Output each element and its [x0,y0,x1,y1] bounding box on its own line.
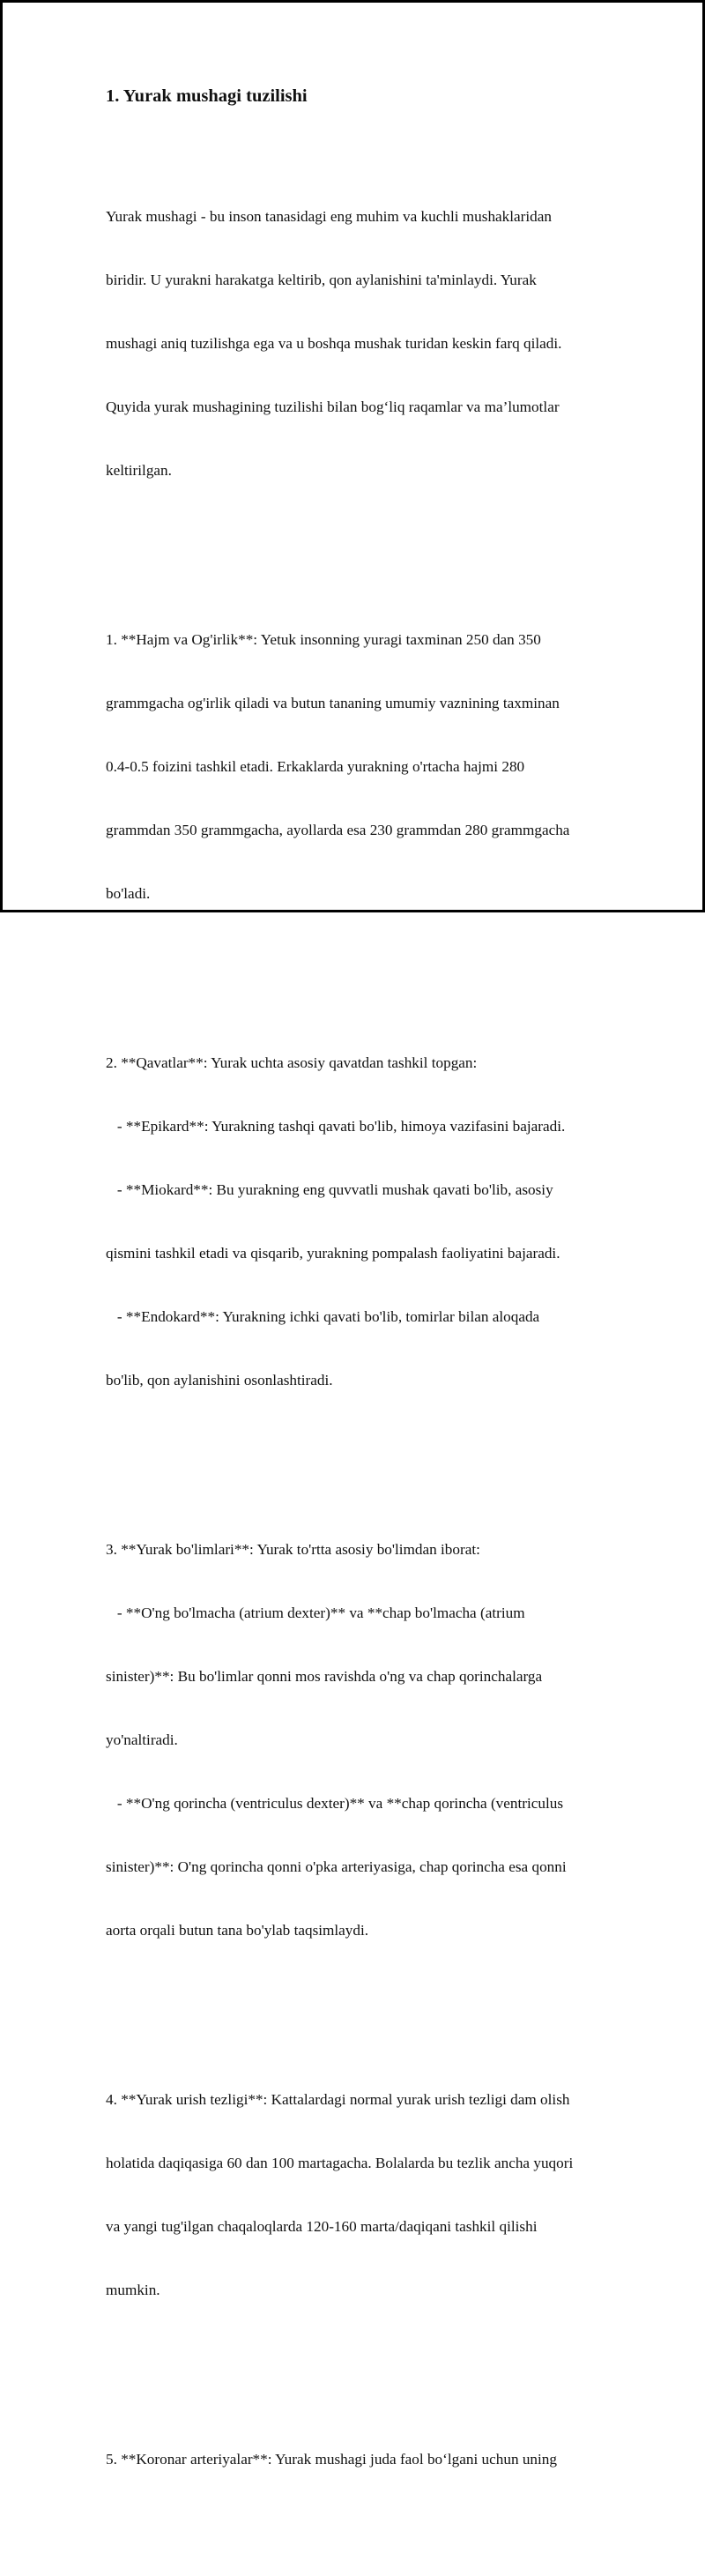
text-line: - **O'ng qorincha (ventriculus dexter)** va **chap qorincha (ventriculus [106,1795,564,1812]
paragraph-koronar [106,2407,649,2513]
text-line: va yangi tug'ilgan chaqaloqlarda 120-160 marta/daqiqani tashkil qilishi [106,2218,538,2235]
text-line: Quyida yurak mushagining tuzilishi bilan bog‘liq raqamlar va ma’lumotlar [106,398,560,415]
paragraph-hajm [106,587,649,947]
text-line: bo'lib, qon aylanishini osonlashtiradi. [106,1372,333,1389]
text-line: - **O'ng bo'lmacha (atrium dexter)** va **chap bo'lmacha (atrium [106,1604,525,1621]
document-title: 1. Yurak mushagi tuzilishi [106,86,308,106]
paragraph-urish-tezligi [106,2047,649,2343]
paragraph-intro [106,164,649,524]
text-line: qismini tashkil etadi va qisqarib, yurakning pompalash faoliyatini bajaradi. [106,1245,560,1262]
text-line: biridir. U yurakni harakatga keltirib, qon aylanishini ta'minlaydi. Yurak [106,272,537,288]
paragraph-qavatlar [106,1010,649,1433]
text-line: 4. **Yurak urish tezligi**: Kattalardagi normal yurak urish tezligi dam olish [106,2091,570,2108]
text-line: grammgacha og'irlik qiladi va butun tananing umumiy vaznining taxminan [106,695,560,711]
text-line: bo'ladi. [106,885,151,902]
text-line: keltirilgan. [106,462,172,479]
text-line: mushagi aniq tuzilishga ega va u boshqa mushak turidan keskin farq qiladi. [106,335,562,352]
text-line: 3. **Yurak bo'limlari**: Yurak to'rtta asosiy bo'limdan iborat: [106,1541,480,1558]
text-line: 2. **Qavatlar**: Yurak uchta asosiy qavatdan tashkil topgan: [106,1054,478,1071]
text-line: holatida daqiqasiga 60 dan 100 martagacha. Bolalarda bu tezlik ancha yuqori [106,2155,574,2171]
text-line: - **Miokard**: Bu yurakning eng quvvatli mushak qavati bo'lib, asosiy [106,1181,553,1198]
text-line: grammdan 350 grammgacha, ayollarda esa 230 grammdan 280 grammgacha [106,822,570,838]
text-line: - **Endokard**: Yurakning ichki qavati bo'lib, tomirlar bilan aloqada [106,1308,540,1325]
paragraph-bolimlari [106,1497,649,1984]
document-body [106,122,649,2576]
text-line: 1. **Hajm va Og'irlik**: Yetuk insonning yuragi taxminan 250 dan 350 [106,631,541,648]
text-line: yo'naltiradi. [106,1731,178,1748]
text-line: Yurak mushagi - bu inson tanasidagi eng muhim va kuchli mushaklaridan [106,208,552,225]
text-line: aorta orqali butun tana bo'ylab taqsimlaydi. [106,1922,369,1939]
text-line: 5. **Koronar arteriyalar**: Yurak mushagi juda faol bo‘lgani uchun uning [106,2451,557,2468]
text-line: 0.4-0.5 foizini tashkil etadi. Erkaklarda yurakning o'rtacha hajmi 280 [106,758,525,775]
text-line: - **Epikard**: Yurakning tashqi qavati bo'lib, himoya vazifasini bajaradi. [106,1118,566,1135]
text-line: sinister)**: O'ng qorincha qonni o'pka arteriyasiga, chap qorincha esa qonni [106,1858,567,1875]
text-line: mumkin. [106,2282,160,2298]
text-line: sinister)**: Bu bo'limlar qonni mos ravishda o'ng va chap qorinchalarga [106,1668,543,1685]
